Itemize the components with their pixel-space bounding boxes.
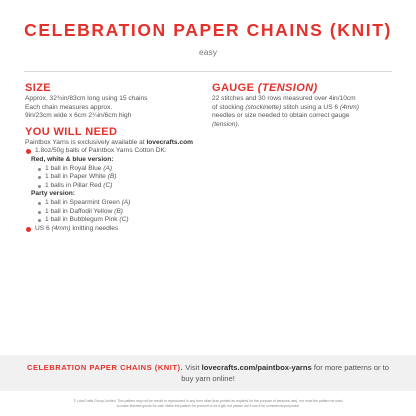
list-item: 1 ball in Royal Blue (A) — [25, 165, 205, 174]
size-heading: SIZE — [25, 82, 52, 94]
list-item: 1 balls in Pillar Red (C) — [25, 182, 205, 191]
availability-line: Paintbox Yarns is exclusively available at lovecrafts.com — [25, 138, 193, 146]
you-will-need-heading: YOU WILL NEED — [25, 125, 118, 138]
version1-title: Red, white & blue version: — [31, 155, 114, 163]
footer-pattern-name: CELEBRATION PAPER CHAINS (KNIT). — [26, 363, 184, 372]
bullet-icon — [38, 168, 41, 171]
gauge-line-3: needles or size needed to obtain correct gauge — [212, 112, 350, 120]
gauge-heading: GAUGE (TENSION) — [212, 82, 318, 94]
right-column — [212, 82, 394, 129]
left-column — [25, 82, 205, 233]
gauge-line-4: (tension). — [212, 120, 240, 128]
pattern-title: CELEBRATION PAPER CHAINS (KNIT) — [24, 20, 392, 40]
needles-bullet: US 6 (4mm) knitting needles — [25, 225, 205, 234]
bullet-icon — [38, 185, 41, 188]
version2-title: Party version: — [31, 190, 75, 198]
size-line-1: Approx. 32¾in/83cm long using 15 chains — [25, 95, 148, 102]
gauge-line-1: 22 stitches and 30 rows measured over 4in/10cm — [212, 95, 356, 102]
header-divider — [24, 71, 392, 72]
bullet-icon — [38, 202, 41, 205]
bullet-icon — [38, 176, 41, 179]
footer-cta: CELEBRATION PAPER CHAINS (KNIT). Visit lovecrafts.com/paintbox-yarns for more patterns or to buy yarn online! — [26, 363, 390, 383]
size-line-3: 9in/23cm wide x 6cm 2¼in/6cm high — [25, 112, 132, 120]
bullet-icon — [38, 211, 41, 214]
bullet-icon — [38, 219, 41, 222]
list-item: 1 ball in Bubblegum Pink (C) — [25, 216, 205, 225]
paintbox-link[interactable]: lovecrafts.com/paintbox-yarns — [201, 363, 312, 372]
size-line-2: Each chain measures approx. — [25, 103, 113, 111]
bullet-icon — [26, 149, 31, 154]
lovecrafts-link[interactable]: lovecrafts.com — [146, 138, 193, 146]
difficulty-label: easy — [199, 47, 217, 57]
gauge-line-2: of stocking (stockinette) stitch using a US 6 (4mm) — [212, 103, 359, 111]
list-item: 1 ball in Paper White (B) — [25, 173, 205, 182]
list-item: 1 ball in Spearmint Green (A) — [25, 199, 205, 208]
list-item: 1 ball in Daffodil Yellow (B) — [25, 208, 205, 217]
legal-notice: © LoveCrafts Group Limited. This pattern may not be resold or reproduced in any form other than printed as required for the purpose of personal use), nor must the pattern be used to make finished goods for sale. Make the pattern for yourself or as a gift, but please don’t use it for commercial purposes! — [73, 399, 343, 408]
bullet-icon — [26, 227, 31, 232]
yarn-bullet: 1.8oz/50g balls of Paintbox Yarns Cotton DK: — [25, 147, 205, 156]
